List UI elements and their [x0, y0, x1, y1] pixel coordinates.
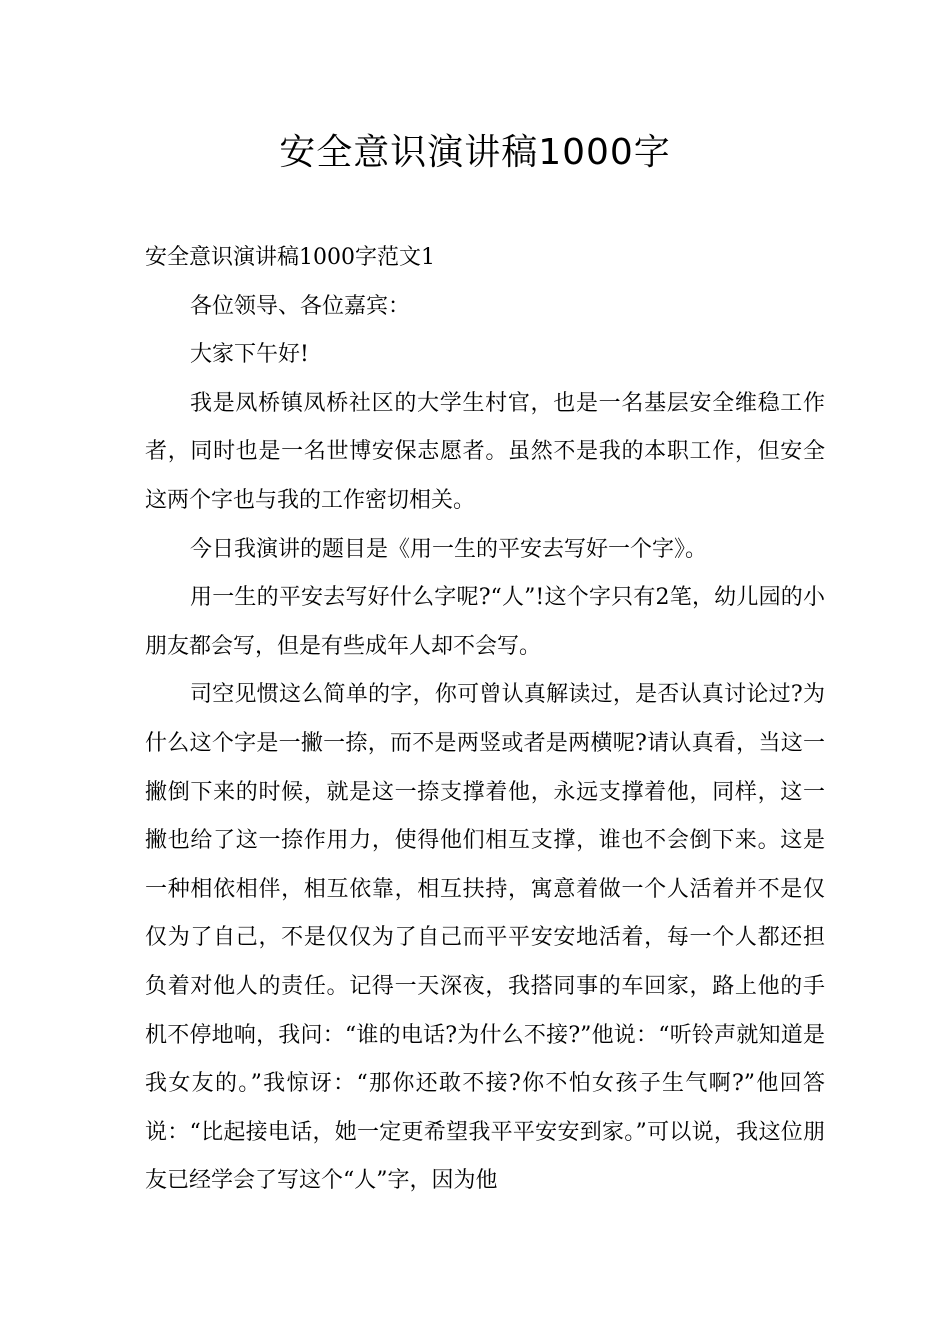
paragraph-question: 用一生的平安去写好什么字呢?“人”!这个字只有2笔，幼儿园的小朋友都会写，但是有些成年人却不会写。	[145, 585, 825, 659]
document-title: 安全意识演讲稿1000字	[279, 132, 671, 173]
paragraph-explanation: 司空见惯这么简单的字，你可曾认真解读过，是否认真讨论过?为什么这个字是一撇一捺，而不是两竖或者是两横呢?请认真看，当这一撇倒下来的时候，就是这一捺支撑着他，永远支撑着他，同样，这一撇也给了这一捺作用力，使得他们相互支撑，谁也不会倒下来。这是一种相依相伴，相互依靠，相互扶持，寓意着做一个人活着并不是仅仅为了自己，不是仅仅为了自己而平平安安地活着，每一个人都还担负着对他人的责任。记得一天深夜，我搭同事的车回家，路上他的手机不停地响，我问：“谁的电话?为什么不接?”他说：“听铃声就知道是我女友的。”我惊讶：“那你还敢不接?你不怕女孩子生气啊?”他回答说：“比起接电话，她一定更希望我平平安安到家。”可以说，我这位朋友已经学会了写这个“人”字，因为他	[145, 682, 825, 1194]
document-subtitle: 安全意识演讲稿1000字范文1	[145, 245, 435, 270]
document-body	[145, 234, 825, 1206]
paragraph-topic: 今日我演讲的题目是《用一生的平安去写好一个字》。	[190, 536, 708, 562]
paragraph-greeting: 大家下午好!	[190, 342, 309, 368]
paragraph-salutation: 各位领导、各位嘉宾：	[190, 293, 411, 319]
paragraph-introduction: 我是凤桥镇凤桥社区的大学生村官，也是一名基层安全维稳工作者，同时也是一名世博安保志愿者。虽然不是我的本职工作，但安全这两个字也与我的工作密切相关。	[145, 390, 825, 513]
